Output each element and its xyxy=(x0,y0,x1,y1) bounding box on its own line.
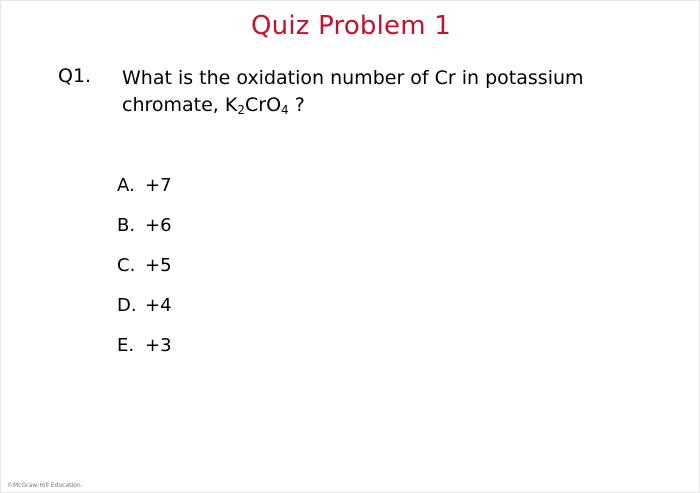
choice-letter: B. xyxy=(117,215,136,236)
question-number: Q1. xyxy=(58,65,92,87)
question-text xyxy=(122,65,622,119)
question-mark: ? xyxy=(288,94,305,116)
question-line-1: What is the oxidation number of Cr in potassium xyxy=(122,67,584,89)
choice-letter: C. xyxy=(117,255,136,276)
formula-subscript-k: 2 xyxy=(237,103,245,117)
choice-b xyxy=(117,212,172,252)
choice-c xyxy=(117,252,172,292)
formula-subscript-o: 4 xyxy=(281,103,289,117)
choice-letter: D. xyxy=(117,295,137,316)
question-line-2-prefix: chromate, K xyxy=(122,94,238,116)
copyright-footer: ©McGraw-Hill Education. xyxy=(7,482,83,489)
choice-value: +6 xyxy=(145,215,172,236)
choice-d xyxy=(117,292,172,332)
choice-letter: E. xyxy=(117,335,135,356)
choice-value: +4 xyxy=(145,295,172,316)
choice-e xyxy=(117,332,172,372)
formula-cro: CrO xyxy=(244,94,282,116)
choice-value: +7 xyxy=(145,175,172,196)
choice-a xyxy=(117,172,172,212)
slide-title: Quiz Problem 1 xyxy=(251,11,451,41)
choice-value: +5 xyxy=(145,255,172,276)
choice-letter: A. xyxy=(117,175,135,196)
answer-choices xyxy=(117,172,172,372)
choice-value: +3 xyxy=(145,335,172,356)
